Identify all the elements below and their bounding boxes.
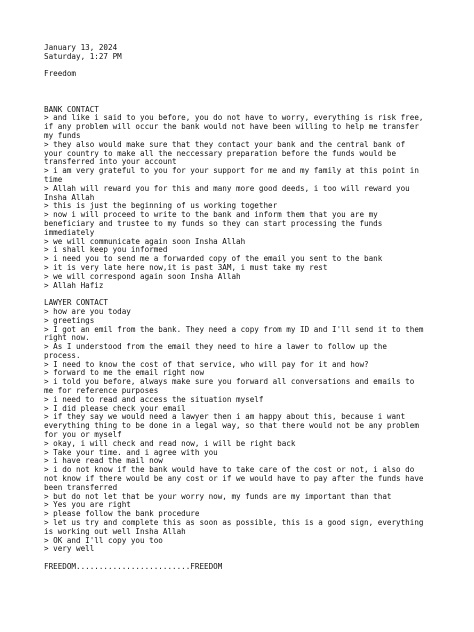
spacer (44, 88, 464, 97)
message-line: is working out well Insha Allah (44, 526, 186, 536)
message-line: > forward to me the email right now (44, 368, 205, 378)
message-line: > but do not let that be your worry now, my funds are my important than that (44, 491, 392, 501)
message-line: > Yes you are right (44, 500, 131, 510)
message-line: > we will communicate again soon Insha Allah (44, 236, 246, 246)
message-line: > i do not know if the bank would have to take care of the cost or not, i also do (44, 465, 415, 475)
message-line: transferred into your account (44, 157, 177, 167)
lawyer-contact-lines (44, 308, 464, 554)
message-line: > greetings (44, 315, 95, 325)
message-line: immediately (44, 227, 95, 237)
message-line: > Take your time. and i agree with you (44, 447, 218, 457)
message-line: Insha Allah (44, 192, 95, 202)
note-time: Saturday, 1:27 PM (44, 51, 122, 61)
message-line: > As I understood from the email they need to hire a lawer to follow up the (44, 342, 387, 352)
message-line: > I did please check your email (44, 403, 186, 413)
message-line: if any problem will occur the bank would not have been willing to help me transfer (44, 122, 419, 132)
message-line: been transferred (44, 482, 118, 492)
message-line: > i am very grateful to you for your support for me and my family at this point in (44, 166, 419, 176)
note-date: January 13, 2024 (44, 43, 118, 52)
message-line: process. (44, 350, 81, 360)
message-line: > this is just the beginning of us working together (44, 201, 278, 211)
message-line: > Allah will reward you for this and many more good deeds, i too will reward you (44, 183, 410, 193)
message-line: time (44, 174, 63, 184)
message-line: > i need you to send me a forwarded copy of the email you sent to the bank (44, 254, 383, 264)
lawyer-contact-heading: LAWYER CONTACT (44, 298, 109, 308)
message-line: > OK and I'll copy you too (44, 535, 163, 545)
message-line: your country to make all the neccessary preparation before the funds would be (44, 148, 397, 158)
message-line: > very well (44, 544, 95, 554)
message-line: > I need to know the cost of that service, who will pay for it and how? (44, 359, 369, 369)
bank-contact-lines (44, 114, 464, 290)
message-line: for you or myself (44, 430, 122, 440)
message-line: > if they say we would need a lawyer then i am happy about this, because i want (44, 412, 406, 422)
message-line: > i told you before, always make sure you forward all conversations and emails to (44, 377, 415, 387)
message-line: > how are you today (44, 306, 131, 316)
message-line: > okay, i will check and read now, i will be right back (44, 438, 296, 448)
message-line: my funds (44, 130, 81, 140)
message-line: > it is very late here now,it is past 3AM, i must take my rest (44, 262, 328, 272)
bank-contact-section (44, 106, 464, 291)
message-line: beneficiary and trustee to my funds so they can start processing the funds (44, 218, 383, 228)
message-line: > now i will proceed to write to the bank and inform them that you are my (44, 210, 378, 220)
message-line: > please follow the bank procedure (44, 509, 200, 519)
message-line: right now. (44, 333, 90, 343)
message-line: > i shall keep you informed (44, 245, 168, 255)
spacer (44, 97, 464, 106)
note-body (44, 44, 464, 572)
message-line: > Allah Hafiz (44, 280, 104, 290)
lawyer-contact-section (44, 299, 464, 554)
message-line: > they also would make sure that they contact your bank and the central bank of (44, 139, 406, 149)
bank-contact-heading: BANK CONTACT (44, 104, 99, 114)
spacer (44, 62, 464, 71)
spacer (44, 79, 464, 88)
message-line: > i have read the mail now (44, 456, 163, 466)
message-line: me for reference purposes (44, 386, 159, 396)
message-line: not know if there would be any cost or if we would have to pay after the funds have (44, 474, 424, 484)
message-line: > let us try and complete this as soon as possible, this is a good sign, everything (44, 518, 424, 528)
note-title: Freedom (44, 69, 77, 79)
message-line: > i need to read and access the situation myself (44, 394, 264, 404)
message-line: > I got an emil from the bank. They need a copy from my ID and I'll send it to them (44, 324, 424, 334)
message-line: > and like i said to you before, you do not have to worry, everything is risk free, (44, 113, 424, 123)
closing-line: FREEDOM.........................FREEDOM (44, 562, 223, 572)
message-line: > we will correspond again soon Insha Allah (44, 271, 241, 281)
message-line: everything thing to be done in a legal way, so that there would not be any problem (44, 421, 419, 431)
